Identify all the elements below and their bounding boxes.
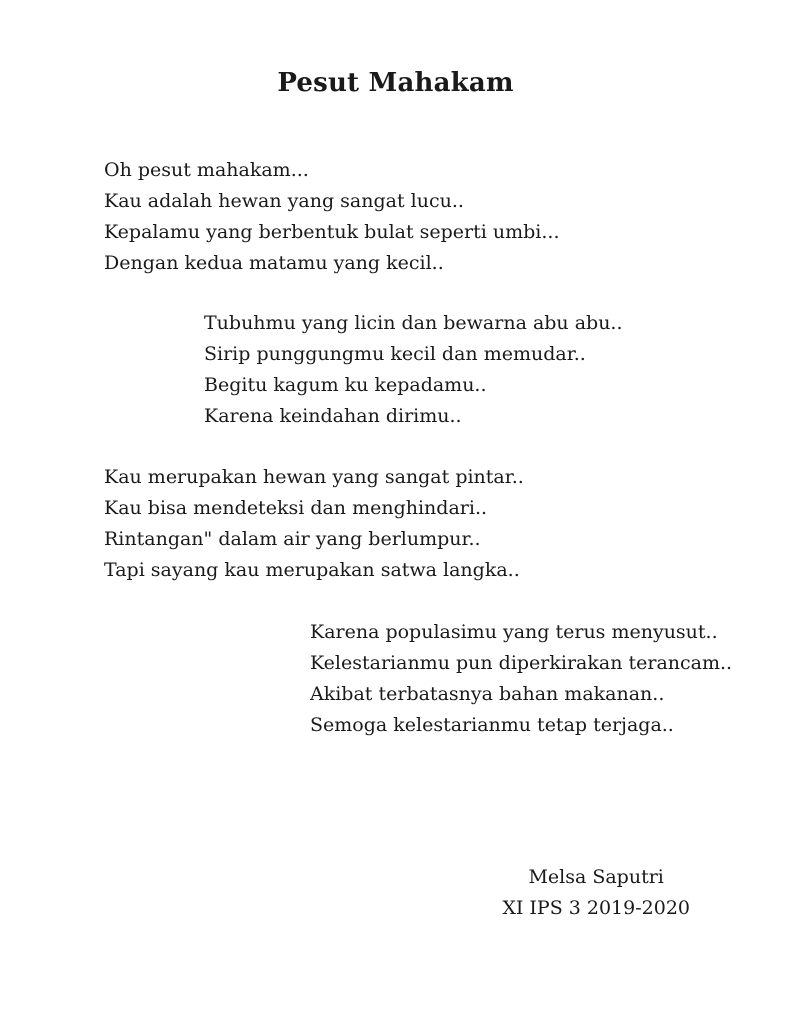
poem-stanza-1 bbox=[104, 155, 560, 279]
poem-line: Akibat terbatasnya bahan makanan.. bbox=[310, 683, 665, 705]
poem-line: Kelestarianmu pun diperkirakan terancam.. bbox=[310, 652, 733, 674]
poem-stanza-3 bbox=[104, 462, 524, 586]
poem-line: Kepalamu yang berbentuk bulat seperti umbi... bbox=[104, 221, 560, 243]
poem-line: Rintangan" dalam air yang berlumpur.. bbox=[104, 528, 481, 550]
poem-line: Oh pesut mahakam... bbox=[104, 159, 309, 181]
poem-line: Dengan kedua matamu yang kecil.. bbox=[104, 252, 444, 274]
author-class-year: XI IPS 3 2019-2020 bbox=[502, 897, 690, 919]
poem-stanza-4 bbox=[310, 617, 732, 741]
poem-line: Semoga kelestarianmu tetap terjaga.. bbox=[310, 714, 674, 736]
poem-title: Pesut Mahakam bbox=[277, 68, 514, 98]
signature-block bbox=[502, 862, 690, 924]
poem-line: Tubuhmu yang licin dan bewarna abu abu.. bbox=[204, 312, 623, 334]
poem-line: Begitu kagum ku kepadamu.. bbox=[204, 374, 487, 396]
poem-line: Karena populasimu yang terus menyusut.. bbox=[310, 621, 718, 643]
poem-line: Karena keindahan dirimu.. bbox=[204, 405, 462, 427]
poem-stanza-2 bbox=[204, 308, 623, 432]
poem-line: Sirip punggungmu kecil dan memudar.. bbox=[204, 343, 586, 365]
poem-line: Tapi sayang kau merupakan satwa langka.. bbox=[104, 559, 520, 581]
poem-line: Kau bisa mendeteksi dan menghindari.. bbox=[104, 497, 488, 519]
poem-line: Kau adalah hewan yang sangat lucu.. bbox=[104, 190, 464, 212]
poem-line: Kau merupakan hewan yang sangat pintar.. bbox=[104, 466, 524, 488]
author-name: Melsa Saputri bbox=[528, 866, 664, 888]
